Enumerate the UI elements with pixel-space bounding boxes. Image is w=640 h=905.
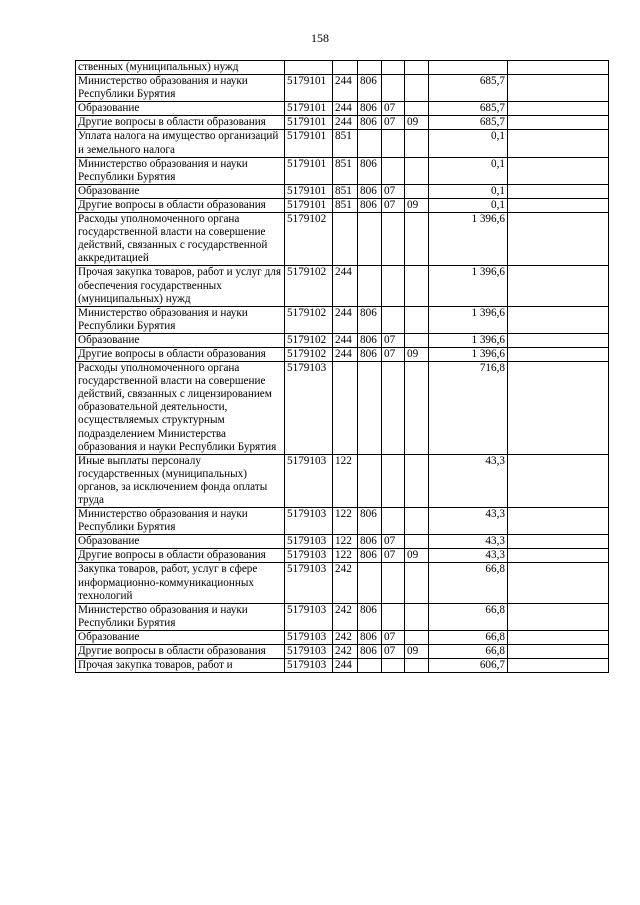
section-code-cell: 07 <box>382 184 405 198</box>
target-code-cell: 5179101 <box>285 116 333 130</box>
expense-type-cell: 242 <box>333 645 358 659</box>
target-code-cell: 5179103 <box>285 630 333 644</box>
subsection-code-cell: 09 <box>405 645 429 659</box>
extra-cell <box>508 75 609 102</box>
subsection-code-cell: 09 <box>405 116 429 130</box>
ministry-code-cell: 806 <box>358 157 382 184</box>
section-code-cell: 07 <box>382 347 405 361</box>
target-code-cell: 5179102 <box>285 306 333 333</box>
amount-cell: 66,8 <box>429 603 508 630</box>
table-row <box>76 508 609 535</box>
table-row <box>76 333 609 347</box>
expense-name-cell: Другие вопросы в области образования <box>76 347 285 361</box>
target-code-cell: 5179103 <box>285 659 333 673</box>
target-code-cell: 5179103 <box>285 563 333 603</box>
amount-cell: 1 396,6 <box>429 333 508 347</box>
expense-name-cell: Образование <box>76 102 285 116</box>
target-code-cell: 5179102 <box>285 347 333 361</box>
extra-cell <box>508 563 609 603</box>
expense-name-cell: Министерство образования и науки Республики Бурятия <box>76 603 285 630</box>
table-row <box>76 61 609 75</box>
expense-name-cell: Другие вопросы в области образования <box>76 198 285 212</box>
section-code-cell <box>382 659 405 673</box>
table-row <box>76 630 609 644</box>
expense-name-cell: Закупка товаров, работ, услуг в сфере информационно-коммуникационных технологий <box>76 563 285 603</box>
target-code-cell: 5179101 <box>285 130 333 157</box>
expense-type-cell: 244 <box>333 102 358 116</box>
ministry-code-cell <box>358 362 382 455</box>
subsection-code-cell <box>405 102 429 116</box>
subsection-code-cell <box>405 603 429 630</box>
target-code-cell: 5179103 <box>285 362 333 455</box>
table-row <box>76 198 609 212</box>
extra-cell <box>508 454 609 507</box>
expense-type-cell: 851 <box>333 130 358 157</box>
ministry-code-cell: 806 <box>358 603 382 630</box>
section-code-cell <box>382 213 405 266</box>
expense-name-cell: Другие вопросы в области образования <box>76 645 285 659</box>
extra-cell <box>508 198 609 212</box>
subsection-code-cell <box>405 659 429 673</box>
subsection-code-cell <box>405 454 429 507</box>
expense-type-cell: 122 <box>333 508 358 535</box>
extra-cell <box>508 645 609 659</box>
extra-cell <box>508 213 609 266</box>
target-code-cell: 5179101 <box>285 102 333 116</box>
section-code-cell: 07 <box>382 198 405 212</box>
table-row <box>76 75 609 102</box>
section-code-cell <box>382 508 405 535</box>
expense-name-cell: Уплата налога на имущество организаций и земельного налога <box>76 130 285 157</box>
ministry-code-cell <box>358 454 382 507</box>
table-row <box>76 362 609 455</box>
table-row <box>76 306 609 333</box>
subsection-code-cell <box>405 266 429 306</box>
section-code-cell <box>382 563 405 603</box>
page-number: 158 <box>311 31 329 45</box>
ministry-code-cell: 806 <box>358 347 382 361</box>
subsection-code-cell <box>405 130 429 157</box>
subsection-code-cell: 09 <box>405 347 429 361</box>
target-code-cell: 5179102 <box>285 333 333 347</box>
subsection-code-cell <box>405 362 429 455</box>
extra-cell <box>508 61 609 75</box>
extra-cell <box>508 508 609 535</box>
ministry-code-cell: 806 <box>358 306 382 333</box>
ministry-code-cell: 806 <box>358 630 382 644</box>
ministry-code-cell <box>358 61 382 75</box>
target-code-cell: 5179103 <box>285 603 333 630</box>
extra-cell <box>508 535 609 549</box>
expense-type-cell: 242 <box>333 563 358 603</box>
amount-cell: 43,3 <box>429 535 508 549</box>
expense-type-cell: 242 <box>333 603 358 630</box>
extra-cell <box>508 659 609 673</box>
subsection-code-cell <box>405 333 429 347</box>
ministry-code-cell: 806 <box>358 102 382 116</box>
budget-table-body <box>76 61 609 673</box>
subsection-code-cell <box>405 75 429 102</box>
expense-type-cell: 851 <box>333 198 358 212</box>
subsection-code-cell <box>405 184 429 198</box>
expense-name-cell: Прочая закупка товаров, работ и <box>76 659 285 673</box>
subsection-code-cell: 09 <box>405 198 429 212</box>
section-code-cell <box>382 75 405 102</box>
ministry-code-cell: 806 <box>358 333 382 347</box>
expense-name-cell: Иные выплаты персоналу государственных (муниципальных) органов, за исключением фонда оплаты труда <box>76 454 285 507</box>
expense-name-cell: Образование <box>76 535 285 549</box>
extra-cell <box>508 130 609 157</box>
target-code-cell: 5179101 <box>285 157 333 184</box>
ministry-code-cell <box>358 130 382 157</box>
expense-type-cell: 244 <box>333 306 358 333</box>
table-row <box>76 266 609 306</box>
expense-name-cell: Образование <box>76 184 285 198</box>
expense-name-cell: Прочая закупка товаров, работ и услуг для обеспечения государственных (муниципальных) нужд <box>76 266 285 306</box>
expense-type-cell: 244 <box>333 659 358 673</box>
expense-type-cell: 244 <box>333 266 358 306</box>
amount-cell: 0,1 <box>429 130 508 157</box>
target-code-cell: 5179103 <box>285 508 333 535</box>
ministry-code-cell <box>358 266 382 306</box>
target-code-cell: 5179101 <box>285 75 333 102</box>
section-code-cell: 07 <box>382 333 405 347</box>
amount-cell: 66,8 <box>429 630 508 644</box>
amount-cell: 1 396,6 <box>429 266 508 306</box>
subsection-code-cell <box>405 157 429 184</box>
table-row <box>76 347 609 361</box>
table-row <box>76 603 609 630</box>
amount-cell: 66,8 <box>429 645 508 659</box>
expense-name-cell: Министерство образования и науки Республики Бурятия <box>76 75 285 102</box>
extra-cell <box>508 266 609 306</box>
amount-cell: 43,3 <box>429 454 508 507</box>
section-code-cell <box>382 266 405 306</box>
expense-name-cell: Другие вопросы в области образования <box>76 116 285 130</box>
amount-cell: 0,1 <box>429 198 508 212</box>
subsection-code-cell <box>405 563 429 603</box>
expense-type-cell <box>333 61 358 75</box>
ministry-code-cell: 806 <box>358 535 382 549</box>
extra-cell <box>508 362 609 455</box>
expense-name-cell: Министерство образования и науки Республики Бурятия <box>76 157 285 184</box>
expense-type-cell: 244 <box>333 333 358 347</box>
ministry-code-cell: 806 <box>358 508 382 535</box>
ministry-code-cell <box>358 213 382 266</box>
amount-cell: 685,7 <box>429 102 508 116</box>
target-code-cell <box>285 61 333 75</box>
expense-type-cell: 122 <box>333 535 358 549</box>
expense-name-cell: Образование <box>76 630 285 644</box>
expense-type-cell: 122 <box>333 549 358 563</box>
section-code-cell <box>382 61 405 75</box>
expense-type-cell: 244 <box>333 75 358 102</box>
extra-cell <box>508 603 609 630</box>
amount-cell: 0,1 <box>429 184 508 198</box>
expense-name-cell: Другие вопросы в области образования <box>76 549 285 563</box>
extra-cell <box>508 549 609 563</box>
extra-cell <box>508 184 609 198</box>
section-code-cell: 07 <box>382 630 405 644</box>
section-code-cell: 07 <box>382 535 405 549</box>
ministry-code-cell: 806 <box>358 184 382 198</box>
extra-cell <box>508 116 609 130</box>
target-code-cell: 5179102 <box>285 213 333 266</box>
section-code-cell <box>382 130 405 157</box>
extra-cell <box>508 630 609 644</box>
expense-name-cell: ственных (муниципальных) нужд <box>76 61 285 75</box>
section-code-cell <box>382 306 405 333</box>
table-row <box>76 130 609 157</box>
table-row <box>76 157 609 184</box>
subsection-code-cell <box>405 61 429 75</box>
target-code-cell: 5179103 <box>285 645 333 659</box>
budget-table <box>75 60 609 673</box>
target-code-cell: 5179103 <box>285 454 333 507</box>
expense-type-cell: 244 <box>333 347 358 361</box>
amount-cell: 66,8 <box>429 563 508 603</box>
extra-cell <box>508 333 609 347</box>
target-code-cell: 5179101 <box>285 198 333 212</box>
extra-cell <box>508 157 609 184</box>
subsection-code-cell <box>405 630 429 644</box>
expense-name-cell: Образование <box>76 333 285 347</box>
extra-cell <box>508 306 609 333</box>
amount-cell: 43,3 <box>429 508 508 535</box>
expense-type-cell: 851 <box>333 184 358 198</box>
expense-type-cell <box>333 213 358 266</box>
ministry-code-cell: 806 <box>358 116 382 130</box>
table-row <box>76 535 609 549</box>
expense-name-cell: Министерство образования и науки Республики Бурятия <box>76 306 285 333</box>
section-code-cell: 07 <box>382 645 405 659</box>
table-row <box>76 549 609 563</box>
table-row <box>76 102 609 116</box>
section-code-cell <box>382 603 405 630</box>
section-code-cell <box>382 454 405 507</box>
amount-cell: 0,1 <box>429 157 508 184</box>
table-row <box>76 184 609 198</box>
amount-cell: 685,7 <box>429 116 508 130</box>
expense-name-cell: Министерство образования и науки Республики Бурятия <box>76 508 285 535</box>
table-row <box>76 659 609 673</box>
ministry-code-cell <box>358 563 382 603</box>
target-code-cell: 5179101 <box>285 184 333 198</box>
subsection-code-cell <box>405 306 429 333</box>
expense-type-cell: 244 <box>333 116 358 130</box>
section-code-cell <box>382 157 405 184</box>
table-row <box>76 213 609 266</box>
subsection-code-cell <box>405 508 429 535</box>
amount-cell: 43,3 <box>429 549 508 563</box>
target-code-cell: 5179102 <box>285 266 333 306</box>
target-code-cell: 5179103 <box>285 549 333 563</box>
table-row <box>76 563 609 603</box>
expense-name-cell: Расходы уполномоченного органа государственной власти на совершение действий, связанных с государственной аккредитацией <box>76 213 285 266</box>
expense-type-cell: 122 <box>333 454 358 507</box>
section-code-cell: 07 <box>382 116 405 130</box>
subsection-code-cell: 09 <box>405 549 429 563</box>
ministry-code-cell: 806 <box>358 75 382 102</box>
extra-cell <box>508 347 609 361</box>
table-row <box>76 116 609 130</box>
ministry-code-cell: 806 <box>358 645 382 659</box>
section-code-cell: 07 <box>382 102 405 116</box>
amount-cell <box>429 61 508 75</box>
section-code-cell: 07 <box>382 549 405 563</box>
amount-cell: 716,8 <box>429 362 508 455</box>
expense-type-cell: 851 <box>333 157 358 184</box>
target-code-cell: 5179103 <box>285 535 333 549</box>
ministry-code-cell <box>358 659 382 673</box>
amount-cell: 1 396,6 <box>429 347 508 361</box>
subsection-code-cell <box>405 535 429 549</box>
subsection-code-cell <box>405 213 429 266</box>
expense-type-cell: 242 <box>333 630 358 644</box>
section-code-cell <box>382 362 405 455</box>
table-row <box>76 454 609 507</box>
expense-type-cell <box>333 362 358 455</box>
amount-cell: 1 396,6 <box>429 213 508 266</box>
extra-cell <box>508 102 609 116</box>
expense-name-cell: Расходы уполномоченного органа государственной власти на совершение действий, связанных с лицензированием образовательной деятельности, осуществляемых структурным подразделением Министерства образования и науки Республики Бурятия <box>76 362 285 455</box>
table-row <box>76 645 609 659</box>
amount-cell: 1 396,6 <box>429 306 508 333</box>
ministry-code-cell: 806 <box>358 198 382 212</box>
amount-cell: 685,7 <box>429 75 508 102</box>
amount-cell: 606,7 <box>429 659 508 673</box>
ministry-code-cell: 806 <box>358 549 382 563</box>
